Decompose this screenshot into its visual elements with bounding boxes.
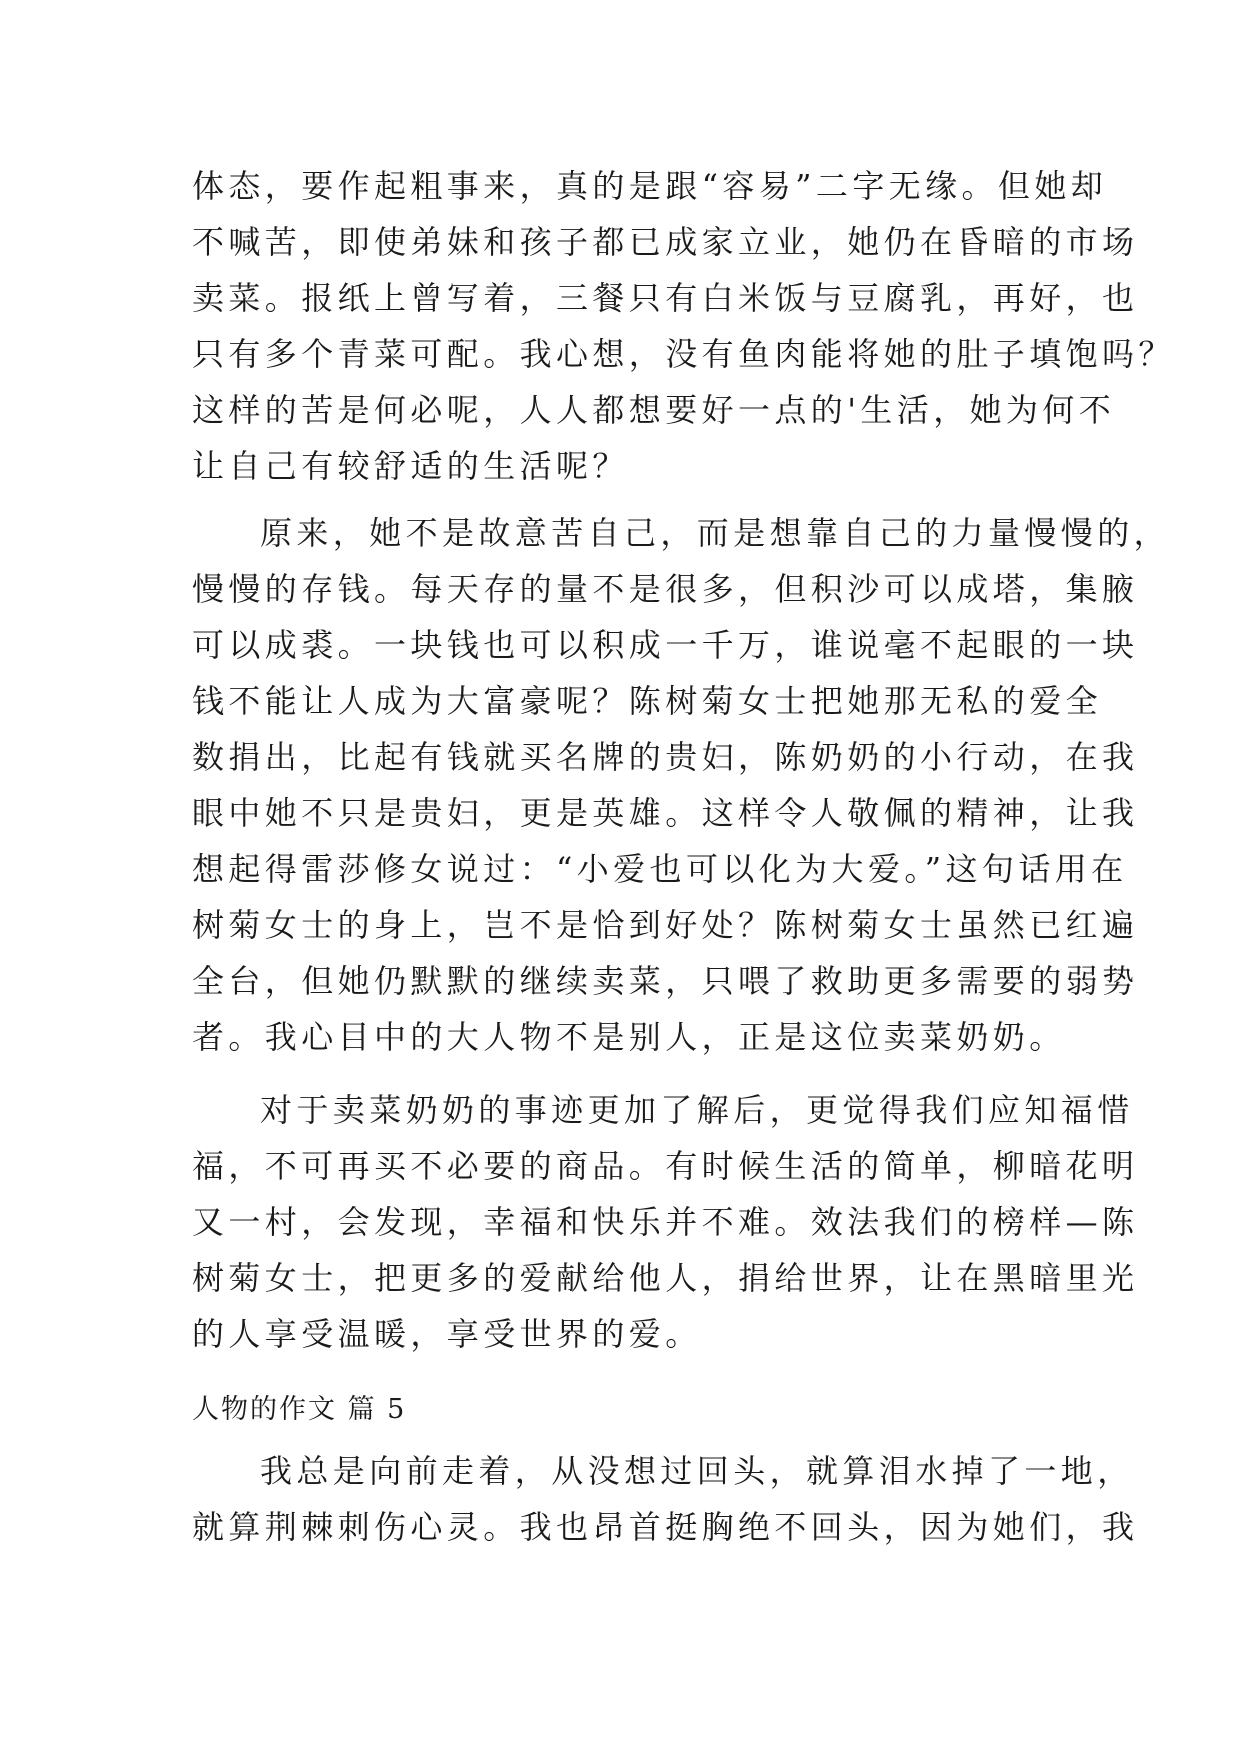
paragraph-line: 这样的苦是何必呢，人人都想要好一点的'生活，她为何不 <box>192 391 1116 429</box>
paragraph-line: 可以成裘。一块钱也可以积成一千万，谁说毫不起眼的一块 <box>192 626 1139 664</box>
paragraph-line: 钱不能让人成为大富豪呢？陈树菊女士把她那无私的爱全 <box>192 682 1103 720</box>
paragraph-line: 眼中她不只是贵妇，更是英雄。这样令人敬佩的精神，让我 <box>192 794 1139 832</box>
paragraph-4 <box>192 1443 1139 1555</box>
paragraph-line: 让自己有较舒适的生活呢？ <box>192 447 629 485</box>
paragraph-2 <box>192 505 1171 1065</box>
paragraph-line: 想起得雷莎修女说过：“小爱也可以化为大爱。”这句话用在 <box>192 850 1128 888</box>
paragraph-line: 卖菜。报纸上曾写着，三餐只有白米饭与豆腐乳，再好，也 <box>192 279 1139 317</box>
paragraph-line: 的人享受温暖，享受世界的爱。 <box>192 1315 702 1353</box>
paragraph-line: 就算荆棘刺伤心灵。我也昂首挺胸绝不回头，因为她们，我 <box>192 1508 1139 1546</box>
paragraph-line: 福，不可再买不必要的商品。有时候生活的简单，柳暗花明 <box>192 1147 1139 1185</box>
paragraph-line: 树菊女士，把更多的爱献给他人，捐给世界，让在黑暗里光 <box>192 1259 1139 1297</box>
paragraph-line: 数捐出，比起有钱就买名牌的贵妇，陈奶奶的小行动，在我 <box>192 738 1139 776</box>
paragraph-line: 树菊女士的身上，岂不是恰到好处？陈树菊女士虽然已红遍 <box>192 906 1139 944</box>
paragraph-3 <box>192 1082 1139 1362</box>
paragraph-line: 对于卖菜奶奶的事迹更加了解后，更觉得我们应知福惜 <box>260 1091 1134 1129</box>
paragraph-line: 我总是向前走着，从没想过回头，就算泪水掉了一地， <box>260 1452 1134 1490</box>
paragraph-line: 原来，她不是故意苦自己，而是想靠自己的力量慢慢的， <box>260 514 1171 552</box>
paragraph-line: 者。我心目中的大人物不是别人，正是这位卖菜奶奶。 <box>192 1018 1066 1056</box>
section-heading: 人物的作文 篇 5 <box>192 1394 407 1425</box>
paragraph-line: 不喊苦，即使弟妹和孩子都已成家立业，她仍在昏暗的市场 <box>192 223 1139 261</box>
paragraph-1 <box>192 158 1175 494</box>
paragraph-line: 慢慢的存钱。每天存的量不是很多，但积沙可以成塔，集腋 <box>192 570 1139 608</box>
paragraph-line: 体态，要作起粗事来，真的是跟“容易”二字无缘。但她却 <box>192 167 1108 205</box>
paragraph-line: 只有多个青菜可配。我心想，没有鱼肉能将她的肚子填饱吗？ <box>192 335 1175 373</box>
paragraph-line: 又一村，会发现，幸福和快乐并不难。效法我们的榜样—陈 <box>192 1203 1139 1241</box>
paragraph-line: 全台，但她仍默默的继续卖菜，只喂了救助更多需要的弱势 <box>192 962 1139 1000</box>
